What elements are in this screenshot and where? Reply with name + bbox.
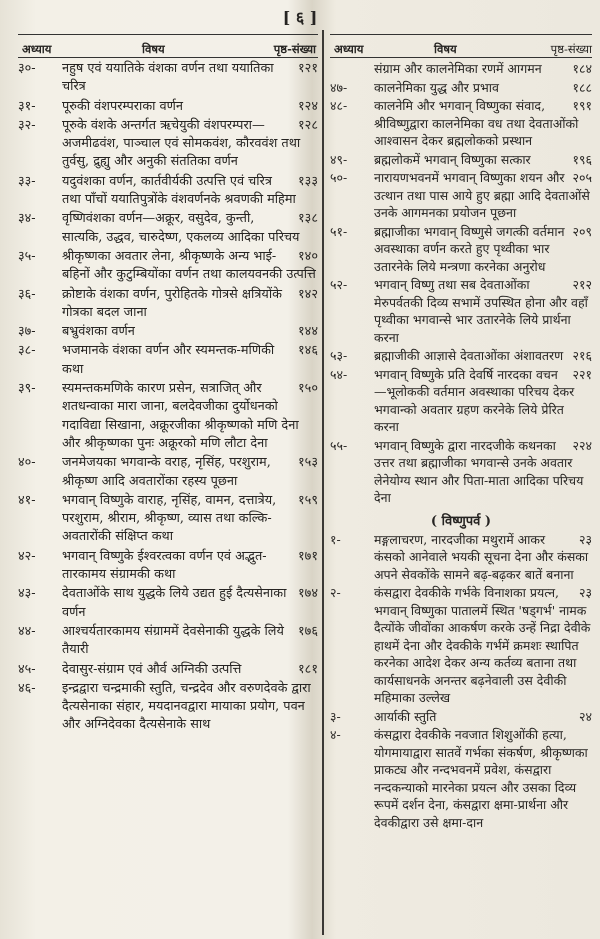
entry-number: ४२- — [18, 548, 36, 564]
left-entries — [18, 60, 318, 735]
toc-entry — [18, 117, 318, 172]
entry-title: देवताओंके साथ युद्धके लिये उद्यत हुई दैत्यसेनाका वर्णन — [62, 586, 287, 620]
entry-text — [62, 173, 318, 210]
entry-number: ३३- — [18, 173, 36, 189]
toc-entry — [18, 210, 318, 247]
entry-page: १३८ — [298, 211, 318, 227]
entry-text — [374, 437, 592, 507]
subject-header: विषय — [142, 42, 165, 56]
entry-page: २१६ — [572, 348, 592, 363]
entry-page: १२१ — [298, 61, 318, 76]
right-entries — [330, 60, 592, 507]
entry-text — [62, 248, 318, 285]
entry-text — [62, 117, 318, 172]
toc-entry — [18, 680, 318, 735]
toc-entry — [18, 623, 318, 660]
entry-number: ३०- — [18, 61, 36, 76]
entry-title: कालनेमिका युद्ध और प्रभाव — [374, 79, 499, 95]
entry-text — [374, 708, 592, 726]
toc-entry — [330, 708, 592, 726]
entry-text — [62, 98, 318, 116]
entry-number: ५४- — [330, 366, 348, 382]
entry-title: जनमेजयका भगवान्के वराह, नृसिंह, परशुराम, श्रीकृष्ण आदि अवतारोंका रहस्य पूछना — [62, 455, 271, 489]
entry-number: १- — [330, 531, 341, 547]
entry-number: ३- — [330, 708, 341, 724]
page-number: [ ६ ] — [282, 8, 318, 27]
toc-entry — [18, 323, 318, 341]
entry-title: पूरुके वंशके अन्तर्गत ऋचेयुकी वंशपरम्परा—अजमीढवंश, पाञ्चाल एवं सोमकवंश, कौरववंश तथा तुर्वसु, द्रुह्यु और अनुकी संततिका वर्णन — [62, 117, 301, 170]
entry-text — [62, 210, 318, 247]
entry-title: क्रोष्टाके वंशका वर्णन, पुरोहितके गोत्रसे क्षत्रियोंके गोत्रका बदल जाना — [62, 286, 282, 320]
entry-title: ब्रह्माजीका भगवान् विष्णुसे जगत्की वर्तमान अवस्थाका वर्णन करते हुए पृथ्वीका भार उतारनेके लिये मन्त्रणा करनेका अनुरोध — [374, 223, 565, 274]
entry-number: ५५- — [330, 437, 348, 453]
entry-number: २- — [330, 585, 341, 600]
entry-number: ३१- — [18, 98, 36, 114]
entry-page: १५० — [298, 381, 318, 397]
entry-page: १७६ — [298, 623, 318, 639]
entry-text — [374, 531, 592, 584]
right-table-header — [330, 34, 592, 58]
entry-page: १४० — [298, 248, 318, 264]
entry-number: ४- — [330, 727, 341, 742]
left-table-header — [18, 34, 318, 58]
entry-title: वृष्णिवंशका वर्णन—अक्रूर, वसुदेव, कुन्ती, सात्यकि, उद्धव, चारुदेष्ण, एकलव्य आदिका परिचय — [62, 211, 300, 245]
entry-page: १२४ — [298, 98, 318, 114]
entry-page: १८४ — [572, 61, 592, 76]
entry-page: १९१ — [572, 98, 592, 113]
entry-number: ५३- — [330, 348, 348, 363]
entry-title: आर्याकी स्तुति — [374, 708, 437, 724]
subject-header: विषय — [434, 42, 457, 56]
entry-text — [374, 97, 592, 150]
entry-page: १५३ — [298, 455, 318, 471]
entry-title: भगवान् विष्णुके प्रति देवर्षि नारदका वचन—भूलोककी वर्तमान अवस्थाका परिचय देकर भगवान्को अवतार ग्रहण करनेके लिये प्रेरित करना — [374, 366, 575, 434]
entry-title: देवासुर-संग्राम एवं और्व अग्निकी उत्पत्ति — [62, 661, 242, 677]
toc-entry — [18, 585, 318, 622]
entry-title: कंसद्वारा देवकीके गर्भके विनाशका प्रयत्न, भगवान् विष्णुका पातालमें स्थित 'षड्गर्भ' नामक दैत्योंके जीवोंका आकर्षण करके उन्हें निद्रा देवीके हाथमें देना और देवकीके गर्भमें क्रमशः स्थापित करनेका आदेश देकर अन्य कर्तव्य बताना तथा कार्यसाधनके अनन्तर बढ़नेवाली उस देवीकी महिमाका उल्लेख — [374, 585, 591, 705]
toc-entry — [330, 437, 592, 507]
entry-page: १२८ — [298, 117, 318, 133]
entry-title: इन्द्रद्वारा चन्द्रमाकी स्तुति, चन्द्रदेव और वरुणदेवके द्वारा दैत्यसेनाका संहार, मयदानवद्वारा मायाका प्रयोग, पवन और अग्निदेवका दैत्यसेनाके साथ — [62, 680, 311, 733]
entry-number: ४३- — [18, 586, 36, 602]
entry-number: ४८- — [330, 98, 348, 113]
entry-text — [62, 548, 318, 585]
entry-number — [330, 60, 374, 78]
toc-entry — [330, 366, 592, 436]
entry-title: यदुवंशका वर्णन, कार्तवीर्यकी उत्पत्ति एवं चरित्र तथा पाँचों ययातिपुत्रोंके वंशवर्णनके श्रवणकी महिमा — [62, 173, 296, 208]
entry-title: मङ्गलाचरण, नारदजीका मथुरामें आकर कंसको आनेवाले भयकी सूचना देना और कंसका अपने सेवकोंके सामने बढ़-बढ़कर बातें बनाना — [374, 531, 589, 582]
toc-entry — [18, 60, 318, 97]
entry-number: ५२- — [330, 277, 348, 292]
entry-title: श्रीकृष्णका अवतार लेना, श्रीकृष्णके अन्य भाई-बहिनों और कुटुम्बियोंका वर्णन तथा कालयवनकी उत्पत्ति — [62, 248, 316, 283]
entry-page: १४२ — [298, 286, 318, 302]
entry-page: १८१ — [298, 661, 318, 677]
entry-text — [374, 151, 592, 169]
left-column — [18, 34, 318, 736]
entry-page: १४४ — [298, 324, 318, 340]
entry-page: २४ — [578, 708, 592, 724]
toc-entry — [330, 584, 592, 707]
entry-title: कालनेमि और भगवान् विष्णुका संवाद, श्रीविष्णुद्वारा कालनेमिका वध तथा देवताओंको आश्वासन देकर ब्रह्मलोकको प्रस्थान — [374, 98, 579, 148]
entry-number: ५०- — [330, 170, 348, 185]
entry-text — [62, 492, 318, 547]
entry-page: २२४ — [572, 437, 592, 453]
entry-text — [62, 60, 318, 97]
toc-entry — [18, 98, 318, 116]
entry-page: २३ — [578, 585, 592, 600]
entry-text — [62, 323, 318, 341]
entry-title: भगवान् विष्णु तथा सब देवताओंका मेरुपर्वतकी दिव्य सभामें उपस्थित होना और वहाँ पृथ्वीका भगवान्से भार उतारनेके लिये प्रार्थना करना — [374, 277, 588, 345]
entry-title: भगवान् विष्णुके द्वारा नारदजीके कथनका उत्तर तथा ब्रह्माजीका भगवान्से उनके अवतार लेनेयोग्य स्थान और पिता-माता आदिका परिचय देना — [374, 437, 584, 505]
entry-page: १३३ — [298, 173, 318, 189]
entry-number: ४७- — [330, 79, 348, 95]
toc-entry — [18, 380, 318, 453]
entry-number: ५१- — [330, 223, 348, 239]
right-column — [330, 34, 592, 832]
entry-title: भजमानके वंशका वर्णन और स्यमन्तक-मणिकी कथा — [62, 343, 275, 377]
entry-number: ३२- — [18, 117, 36, 133]
section-title: ( विष्णुपर्व ) — [430, 513, 492, 529]
entry-page: २२१ — [572, 366, 592, 382]
toc-entry — [330, 223, 592, 276]
entry-number: ३४- — [18, 211, 36, 227]
entry-number: ३५- — [18, 248, 36, 264]
entry-title: संग्राम और कालनेमिका रणमें आगमन — [374, 61, 542, 76]
page-header: पृष्ठ-संख्या — [550, 42, 592, 56]
toc-entry — [18, 492, 318, 547]
entry-text — [62, 585, 318, 622]
entry-text — [374, 169, 592, 222]
entry-title: ब्रह्माजीकी आज्ञासे देवताओंका अंशावतरण — [374, 348, 564, 363]
entry-text — [374, 60, 592, 78]
toc-entry — [330, 169, 592, 222]
entry-number: ४५- — [18, 661, 36, 677]
entry-title: नारायणभवनमें भगवान् विष्णुका शयन और उत्थान तथा पास आये हुए ब्रह्मा आदि देवताओंसे उनके आगमनका प्रयोजन पूछना — [374, 170, 590, 220]
entry-title: भगवान् विष्णुके वाराह, नृसिंह, वामन, दत्तात्रेय, परशुराम, श्रीराम, श्रीकृष्ण, व्यास तथा कल्कि-अवतारोंकी संक्षिप्त कथा — [62, 492, 277, 545]
column-divider — [322, 30, 324, 935]
entry-page: २०९ — [572, 223, 592, 239]
entry-page: १४६ — [298, 343, 318, 359]
toc-entry — [18, 454, 318, 491]
chapter-header: अध्याय — [334, 42, 364, 56]
toc-entry — [330, 531, 592, 584]
entry-page: १५९ — [298, 492, 318, 508]
entry-number: ३८- — [18, 343, 36, 359]
entry-number: ४४- — [18, 623, 36, 639]
entry-text — [62, 680, 318, 735]
entry-page: १७१ — [298, 548, 318, 564]
toc-entry — [330, 60, 592, 78]
entry-text — [374, 79, 592, 97]
entry-title: पूरुकी वंशपरम्पराका वर्णन — [62, 98, 184, 114]
entry-title: आश्चर्यतारकामय संग्राममें देवसेनाकी युद्धके लिये तैयारी — [62, 623, 284, 658]
entry-page: १९६ — [572, 151, 592, 167]
toc-entry — [18, 342, 318, 379]
entry-page: २१२ — [572, 277, 592, 292]
entry-number: ४०- — [18, 455, 36, 471]
toc-entry — [330, 726, 592, 831]
entry-text — [374, 584, 592, 707]
toc-entry — [330, 347, 592, 365]
entry-text — [62, 342, 318, 379]
entry-number: ४१- — [18, 492, 36, 508]
entry-text — [374, 366, 592, 436]
chapter-header: अध्याय — [22, 42, 52, 56]
entry-title: नहुष एवं ययातिके वंशका वर्णन तथा ययातिका चरित्र — [62, 61, 274, 95]
toc-entry — [18, 661, 318, 679]
entry-text — [374, 347, 592, 365]
toc-entry — [330, 79, 592, 97]
entry-text — [374, 223, 592, 276]
entry-text — [62, 286, 318, 323]
entry-number: ३७- — [18, 324, 36, 340]
entry-number: ३६- — [18, 286, 36, 302]
entry-title: बभ्रुवंशका वर्णन — [62, 324, 135, 340]
entry-number: ४९- — [330, 151, 348, 167]
page-header: पृष्ठ-संख्या — [273, 42, 316, 56]
entry-title: कंसद्वारा देवकीके नवजात शिशुओंकी हत्या, योगमायाद्वारा सातवें गर्भका संकर्षण, श्रीकृष्णका प्राकट्य और नन्दभवनमें प्रवेश, कंसद्वारा नन्दकन्याको मारनेका प्रयत्न और उसका दिव्य रूपमें दर्शन देना, कंसद्वारा क्षमा-प्रार्थना और देवकीद्वारा उसे क्षमा-दान — [374, 727, 588, 830]
entry-text — [374, 726, 592, 831]
section-entries — [330, 531, 592, 832]
entry-text — [62, 661, 318, 679]
toc-entry — [18, 248, 318, 285]
entry-page: १८८ — [572, 79, 592, 95]
toc-entry — [330, 97, 592, 150]
toc-entry — [330, 276, 592, 346]
entry-page: २३ — [578, 531, 592, 547]
entry-title: ब्रह्मलोकमें भगवान् विष्णुका सत्कार — [374, 151, 531, 167]
entry-text — [374, 276, 592, 346]
entry-text — [62, 623, 318, 660]
toc-entry — [330, 151, 592, 169]
toc-entry — [18, 173, 318, 210]
toc-entry — [18, 286, 318, 323]
entry-text — [62, 454, 318, 491]
entry-text — [62, 380, 318, 453]
entry-title: स्यमन्तकमणिके कारण प्रसेन, सत्राजित् और शतधन्वाका मारा जाना, बलदेवजीका दुर्योधनको गदाविद्या सिखाना, अक्रूरजीका श्रीकृष्णको मणि देना और श्रीकृष्णका पुनः अक्रूरको मणि लौटा देना — [62, 381, 299, 451]
entry-number: ४६- — [18, 680, 36, 696]
entry-title: भगवान् विष्णुके ईश्वरत्वका वर्णन एवं अद्भुत-तारकामय संग्रामकी कथा — [62, 548, 267, 583]
toc-entry — [18, 548, 318, 585]
entry-page: २०५ — [572, 170, 592, 185]
entry-number: ३९- — [18, 381, 36, 397]
entry-page: १७४ — [298, 586, 318, 602]
